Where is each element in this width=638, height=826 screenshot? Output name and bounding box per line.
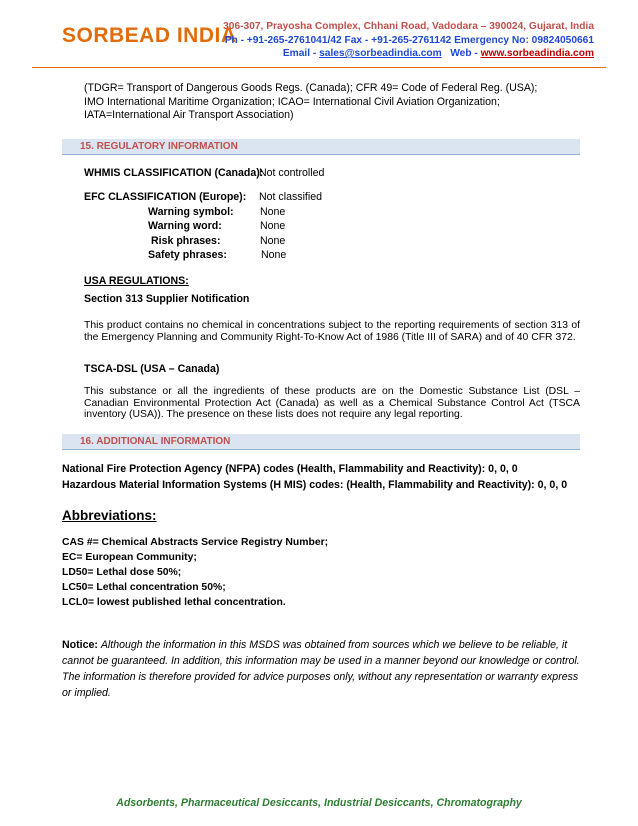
risk-phrases-value: None [260, 235, 286, 247]
transport-notes [84, 82, 537, 123]
tsca-text: This substance or all the ingredients of these products are on the Domestic Substance List (DSL – Canadian Environmental Protection Act (Canada) as well as a Chemical Substance Control Act (TSCA inventory (USA)). The presence on these lists does not require any legal reporting. [84, 386, 580, 421]
contact-block [223, 20, 594, 61]
email-web-line [223, 47, 594, 61]
warning-word-value: None [260, 220, 286, 232]
header-divider [32, 67, 606, 68]
efc-value: Not classified [259, 191, 322, 203]
safety-phrases-value: None [261, 249, 287, 261]
whmis-value: Not controlled [259, 167, 325, 179]
abbreviations-heading: Abbreviations: [62, 508, 157, 523]
address-line: 306-307, Prayosha Complex, Chhani Road, Vadodara – 390024, Gujarat, India [223, 21, 594, 32]
page-footer: Adsorbents, Pharmaceutical Desiccants, Industrial Desiccants, Chromatography [116, 797, 522, 809]
company-logo: SORBEAD INDIA [62, 24, 237, 47]
transport-note-line: (TDGR= Transport of Dangerous Goods Regs. (Canada); CFR 49= Code of Federal Reg. (USA); [84, 82, 538, 94]
hmis-codes: Hazardous Material Information Systems (H MIS) codes: (Health, Flammability and Reactivity): 0, 0, 0 [62, 479, 568, 491]
nfpa-codes: National Fire Protection Agency (NFPA) codes (Health, Flammability and Reactivity): 0, 0, 0 [62, 463, 518, 475]
transport-note-line: IMO International Maritime Organization; ICAO= International Civil Aviation Organization; [84, 95, 500, 108]
section-16-title: 16. ADDITIONAL INFORMATION [80, 436, 231, 447]
email-prefix: Email - [282, 48, 320, 59]
efc-label: EFC CLASSIFICATION (Europe): [84, 191, 247, 203]
usa-regulations-heading: USA REGULATIONS: [84, 275, 189, 287]
warning-word-label: Warning word: [148, 220, 222, 232]
abbreviation-item: CAS #= Chemical Abstracts Service Registry Number; [62, 537, 329, 548]
transport-note-line: IATA=International Air Transport Association) [84, 109, 294, 122]
risk-phrases-label: Risk phrases: [151, 235, 221, 247]
safety-phrases-label: Safety phrases: [148, 249, 227, 261]
abbreviation-item: EC= European Community; [62, 552, 197, 563]
tsca-heading: TSCA-DSL (USA – Canada) [84, 363, 220, 375]
warning-symbol-label: Warning symbol: [148, 206, 234, 218]
abbreviation-item: LC50= Lethal concentration 50%; [62, 582, 226, 593]
notice-text: Although the information in this MSDS was obtained from sources which we believe to be reliable, it cannot be guaranteed. In addition, this information may be used in a manner beyond our knowledge or control. The information is therefore provided for advice purposes only, without any representation or warranty express or implied. [62, 639, 580, 699]
section-15-header [62, 139, 580, 155]
section-313-text: This product contains no chemical in concentrations subject to the reporting requirements of section 313 of the Emergency Planning and Community Right-To-Know Act of 1986 (Title III of SARA) and of 40 CFR 372. [84, 320, 580, 343]
website-link[interactable]: www.sorbeadindia.com [480, 48, 594, 59]
section-15-title: 15. REGULATORY INFORMATION [80, 141, 238, 152]
abbreviation-item: LCL0= lowest published lethal concentration. [62, 597, 286, 608]
section-313-heading: Section 313 Supplier Notification [84, 293, 250, 305]
phone-line: Ph - +91-265-2761041/42 Fax - +91-265-2761142 Emergency No: 09824050661 [224, 34, 594, 46]
section-16-header [62, 434, 580, 450]
notice-label: Notice: [62, 639, 98, 651]
email-link[interactable]: sales@sorbeadindia.com [319, 48, 442, 59]
notice-paragraph [62, 637, 582, 701]
page-header [0, 0, 638, 72]
web-prefix: Web - [450, 48, 481, 59]
abbreviation-item: LD50= Lethal dose 50%; [62, 567, 182, 578]
warning-symbol-value: None [260, 206, 286, 218]
whmis-label: WHMIS CLASSIFICATION (Canada): [84, 167, 264, 179]
